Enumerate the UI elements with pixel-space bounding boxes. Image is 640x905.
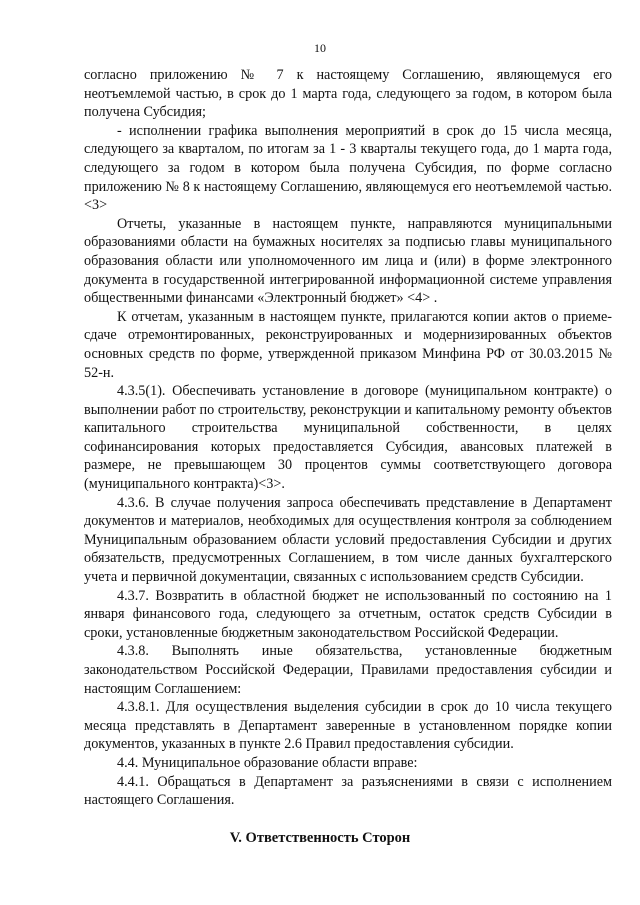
paragraph-reports-attachments: К отчетам, указанным в настоящем пункте, прилагаются копии актов о приеме-сдаче отремонтированных, реконструированных и модернизированных объектов основных средств по форме, утвержденной приказом Минфина РФ от 30.03.2015 № 52-н. xyxy=(84,308,612,381)
paragraph-4-3-6: 4.3.6. В случае получения запроса обеспечивать представление в Департамент документов и материалов, необходимых для осуществления контроля за соблюдением Муниципальным образованием области условий предоставления Субсидии и других обязательств, предусмотренных Соглашением, в том числе данных бухгалтерского учета и первичной документации, связанных с использованием средств Субсидии. xyxy=(84,494,612,586)
paragraph-reports-submission: Отчеты, указанные в настоящем пункте, направляются муниципальными образованиями области на бумажных носителях за подписью главы муниципального образования области или уполномоченного им лица и (или) в форме электронного документа в государственной интегрированной информационной системе управления общественными финансами «Электронный бюджет» <4> . xyxy=(84,215,612,307)
section-heading: V. Ответственность Сторон xyxy=(229,830,411,846)
page-number: 10 xyxy=(314,41,326,55)
paragraph-4-3-8-1: 4.3.8.1. Для осуществления выделения субсидии в срок до 10 числа текущего месяца представлять в Департамент заверенные в установленном порядке копии документов, указанных в пункте 2.6 Правил предоставления субсидии. xyxy=(84,699,612,753)
document-body xyxy=(84,66,612,810)
paragraph-4-4-1: 4.4.1. Обращаться в Департамент за разъяснениями в связи с исполнением настоящего Соглашения. xyxy=(84,773,612,809)
paragraph-schedule-report: - исполнении графика выполнения мероприятий в срок до 15 числа месяца, следующего за кварталом, по итогам за 1 - 3 кварталы текущего года, до 1 марта года, следующего за годом в котором была получена Субсидия, по форме согласно приложению № 8 к настоящему Соглашению, являющемуся его неотъемлемой частью. <3> xyxy=(84,122,612,214)
paragraph-4-3-8: 4.3.8. Выполнять иные обязательства, установленные бюджетным законодательством Российской Федерации, Правилами предоставления субсидии и настоящим Соглашением: xyxy=(84,643,612,697)
paragraph-4-4: 4.4. Муниципальное образование области вправе: xyxy=(117,754,418,771)
paragraph-continuation: согласно приложению № 7 к настоящему Соглашению, являющемуся его неотъемлемой частью, в срок до 1 марта года, следующего за годом, в котором была получена Субсидия; xyxy=(84,67,612,121)
paragraph-4-3-7: 4.3.7. Возвратить в областной бюджет не использованный по состоянию на 1 января финансового года, следующего за отчетным, остаток средств Субсидии в сроки, установленные бюджетным законодательством Российской Федерации. xyxy=(84,587,612,641)
paragraph-4-3-5-1: 4.3.5(1). Обеспечивать установление в договоре (муниципальном контракте) о выполнении работ по строительству, реконструкции и капитальному ремонту объектов капитального строительства муниципальной собственности, в целях софинансирования которых предоставляется Субсидия, авансовых платежей в размере, не превышающем 30 процентов суммы соответствующего договора (муниципального контракта)<3>. xyxy=(84,383,612,493)
